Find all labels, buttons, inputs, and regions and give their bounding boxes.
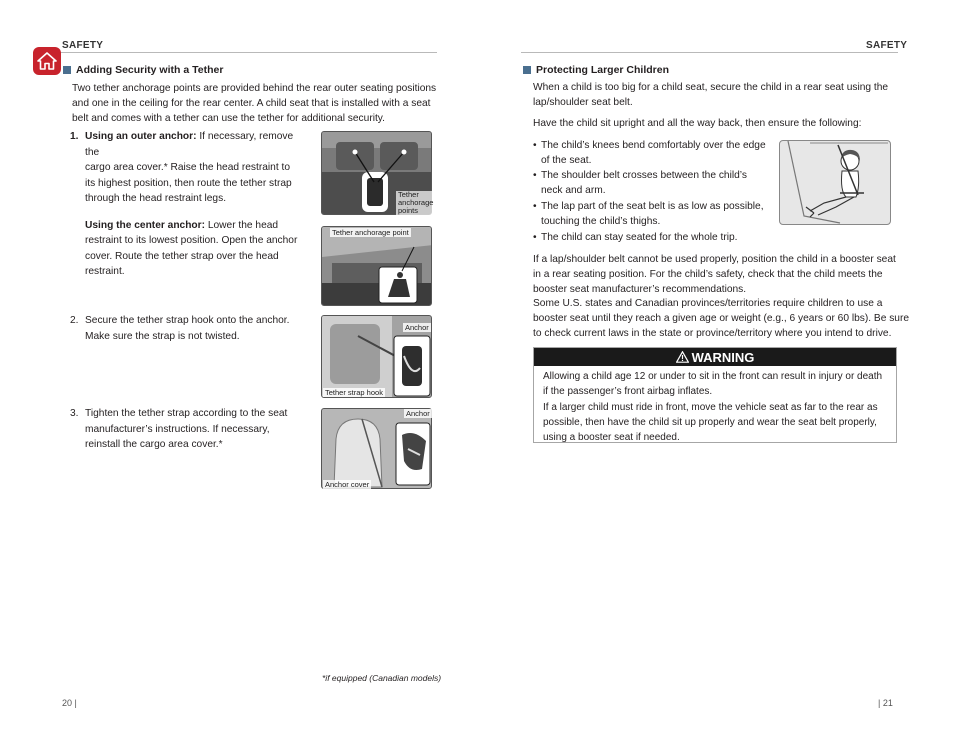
photo-anchor-cover: [321, 408, 432, 489]
bullet-1: • The child’s knees bend comfortably over the edge of the seat.: [533, 140, 766, 166]
warning-text-1: Allowing a child age 12 or under to sit in the front can result in injury or death if the passenger’s front airbag inflates.: [543, 371, 883, 397]
right-intro-paragraph: When a child is too big for a child seat, secure the child in a rear seat using the lap/shoulder seat belt.: [533, 82, 889, 108]
left-page-number: 20 |: [62, 698, 77, 708]
left-page-header: SAFETY: [62, 40, 104, 51]
caption-tether-strap-hook: Tether strap hook: [325, 388, 383, 397]
footnote: *if equipped (Canadian models): [322, 673, 442, 683]
child-seatbelt-illustration: [779, 140, 891, 225]
home-icon: [37, 52, 57, 70]
booster-paragraph: If a lap/shoulder belt cannot be used properly, position the child in a booster seat in a rear seating position. For the child’s safety, check that the child meets the booster seat manufacturer’s recommendations.: [533, 254, 896, 295]
laws-paragraph: Some U.S. states and Canadian provinces/territories require children to use a booster seat until they reach a given age or weight (e.g., 6 years or 60 lbs). Be sure to check current laws in the state or province/territory where you intend to drive.: [533, 298, 910, 339]
warning-header: WARNING: [534, 348, 896, 366]
right-section-title: Protecting Larger Children: [523, 64, 669, 76]
caption-anchor-p3: Anchor: [405, 323, 429, 332]
left-intro-paragraph: Two tether anchorage points are provided behind the rear outer seating positions and one in the ceiling for the rear center. A child seat that is installed with a seat belt and comes with a tether can use the tether for additional security.: [72, 83, 437, 124]
caption-tether-anchorage-points: Tether anchorage points: [398, 190, 434, 215]
photo-ceiling-anchorage: [321, 226, 432, 306]
right-page-header: SAFETY: [866, 40, 908, 51]
right-page-number: | 21: [878, 698, 893, 708]
bullet-2: • The shoulder belt crosses between the child’s neck and arm.: [533, 170, 747, 196]
bullet-3: • The lap part of the seat belt is as low as possible, touching the child’s thighs.: [533, 201, 764, 227]
bullet-4: • The child can stay seated for the whole trip.: [533, 232, 738, 243]
warning-text-2: If a larger child must ride in front, move the vehicle seat as far to the rear as possible, then have the child sit up properly and wear the seat belt properly, using a booster seat if needed.: [543, 402, 878, 443]
warning-box: [533, 347, 897, 443]
caption-tether-anchorage-point: Tether anchorage point: [332, 228, 409, 237]
ensure-paragraph: Have the child sit upright and all the way back, then ensure the following:: [533, 118, 862, 129]
caption-anchor-cover: Anchor cover: [325, 480, 370, 489]
right-header-rule: [521, 52, 898, 53]
left-header-rule: [60, 52, 437, 53]
section-square-icon: [523, 66, 531, 74]
step-3: 3. Tighten the tether strap according to the seat manufacturer’s instructions. If necessary, reinstall the cargo area cover.*: [70, 408, 288, 450]
caption-anchor-p4: Anchor: [406, 409, 430, 418]
step-1: 1. Using an outer anchor: If necessary, remove the cargo area cover.* Raise the head restraint to its highest position, then route the tether strap through the head restraint legs. Using the center anchor: Lower the head restraint to its lowest position. Open the anchor cover. Route the tether strap over the head restraint.: [70, 131, 298, 277]
section-square-icon: [63, 66, 71, 74]
left-section-title: Adding Security with a Tether: [63, 64, 223, 76]
step-2: 2. Secure the tether strap hook onto the anchor. Make sure the strap is not twisted.: [70, 315, 290, 342]
warning-triangle-icon: [676, 351, 689, 363]
home-button[interactable]: [33, 47, 61, 75]
